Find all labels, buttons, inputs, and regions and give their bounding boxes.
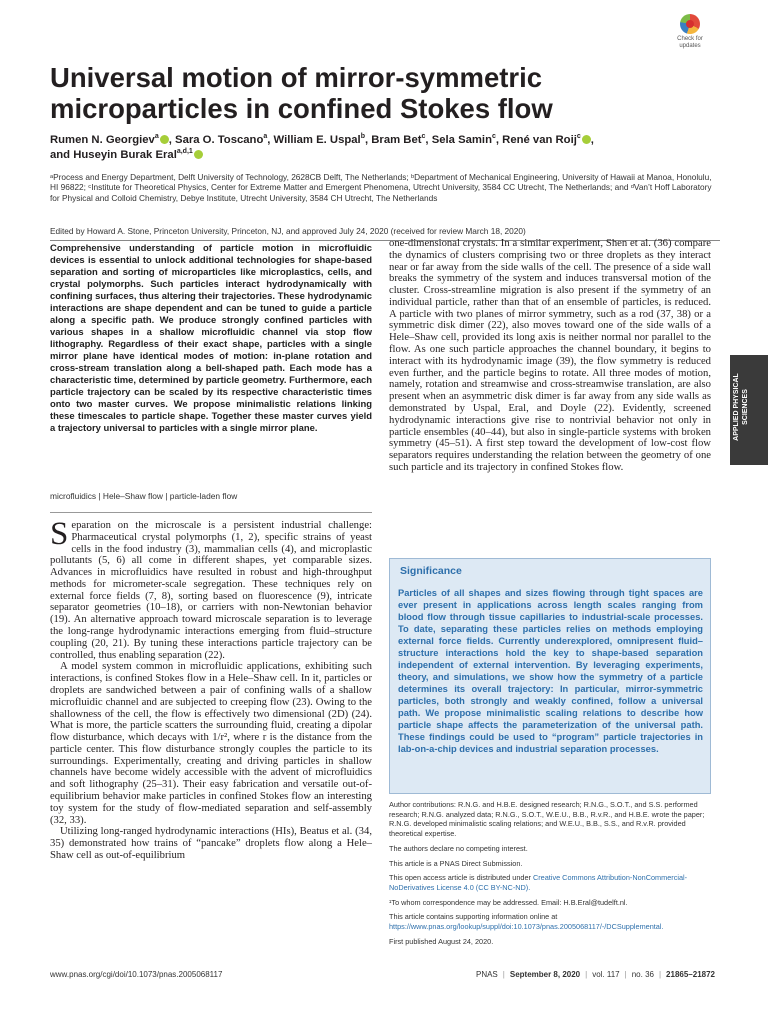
drop-cap: S: [50, 516, 69, 552]
published-date: First published August 24, 2020.: [389, 936, 494, 946]
si-text: This article contains supporting information online at: [389, 912, 558, 922]
separator: |: [585, 970, 588, 979]
paragraph: A model system common in microfluidic applications, exhibiting such interactions, is confined Stokes flow in a Hele–Shaw cell. In it, particles or droplets are sandwiched between a pair of confining walls of a shallow microfluidic channel and are subjected to creeping flow (23). Owing to the shallowness of the cell, the flow is effectively two dimensional (2D) (24). What is more, the particle scatters the surrounding fluid, creating a dipolar flow disturbance, which decays with 1/r², where r is the distance from the particle center. This flow disturbance strongly couples the particle to its surroundings. Experimentally, creating and driving particles in shallow channels have become widely accessible with the advent of microfluidics and soft lithography (25–31). Their easy fabrication and versatile out-of-equilibrium behavior make particles in confined Stokes flow an interesting toy system for the study of flow-mediated separation and self-assembly (32, 33).: [50, 661, 372, 826]
separator: |: [658, 970, 662, 979]
paragraph: one-dimensional crystals. In a similar experiment, Shen et al. (36) compare the dynamics of clusters comprising two or three droplets as they interact near or far away from the side walls of the cell. The presence of a side wall breaks the symmetry of the system and induces transversal motion of the cluster. Cross-streamline migration is also present if the symmetry of an individual particle, rather than that of an ensemble of particles, is reduced. A particle with two planes of mirror symmetry, such as a rod (37, 38) or a symmetric disk dimer (22), also moves toward one of the side walls of a Hele–Shaw cell, provided its long axis is neither normal nor parallel to the flow. As one such particle approaches the channel boundary, it begins to interact with its hydrodynamic image (39), the flow symmetry is reduced even further, and the particle begins to rotate. All three modes of motion, namely, rotation and streamwise and cross-streamwise translation, are also present when an asymmetric disk dimer is far away from any side walls as demonstrated by Uspal, Eral, and Doyle (22). Evidently, screened hydrodynamic interactions give rise to nontrivial behavior not only in particle ensembles (40–44), but also in single-particle systems with broken symmetry (45–51). A first step toward the development of low-cost flow separators requires understanding the relation between the geometry of one such particle and its trajectory in confined Stokes flow.: [389, 238, 711, 473]
orcid-icon[interactable]: [582, 135, 591, 144]
check-for-updates-badge[interactable]: [668, 14, 712, 54]
article-title: Universal motion of mirror-symmetric microparticles in confined Stokes flow: [50, 62, 553, 124]
author-sup: c: [576, 133, 581, 141]
volume: vol. 117: [592, 970, 620, 979]
separator: |: [502, 970, 505, 979]
author-sup: b: [360, 133, 365, 141]
orcid-icon[interactable]: [194, 150, 203, 159]
license-note: [389, 873, 719, 892]
issue-number: no. 36: [631, 970, 654, 979]
paragraph: Utilizing long-ranged hydrodynamic interactions (HIs), Beatus et al. (34, 35) demonstrated how trains of “pancake” droplets flow along a Hele–Shaw cell as out-of-equilibrium: [50, 826, 372, 861]
license-text: This open access article is distributed under: [389, 873, 533, 883]
affiliations: ᵃProcess and Energy Department, Delft University of Technology, 2628CB Delft, The Netherlands; ᵇDepartment of Mechanical Engineering, University of Hawaii at Manoa, Honolulu, HI 96822; ᶜInstitute for Theoretical Physics, Center for Extreme Matter and Emergent Phenomena, Utrecht University, 3584 CC Utrecht, The Netherlands; and ᵈVan’t Hoff Laboratory for Physical and Colloid Chemistry, Debye Institute, Utrecht University, 3584 CH Utrecht, The Netherlands: [50, 172, 712, 203]
correspondence: ¹To whom correspondence may be addressed. Email: H.B.Eral@tudelft.nl.: [389, 897, 628, 907]
body-column-left: [50, 516, 372, 862]
author-list: Rumen N. Georgiev$^a$ , Sara O. Toscano$^a$, William E. Uspal$^b$, Bram Bet$^c$, Sela Samin$^c$, René van Roij$^c$ , and Huseyin Burak Eral$^{a,d,1}$: [50, 133, 594, 161]
side-tab-label: APPLIED PHYSICAL SCIENCES: [733, 373, 749, 441]
footer-doi[interactable]: www.pnas.org/cgi/doi/10.1073/pnas.2005068117: [50, 970, 223, 979]
body-column-right: [389, 238, 711, 474]
paragraph-text: eparation on the microscale is a persistent industrial challenge: Pharmaceutical crystal polymorphs (1, 2), specific strains of yeast cells in the food industry (3), mammalian cells (4), and microplastic pollutants (5, 6) all come in different shapes, yet comparable sizes. Advances in microfluidics have resulted in robust and high-throughput methods for micrometer-scale segregation. These techniques rely on external force fields (7, 8), sorting based on fluorescence (9), intricate separator geometries (10–18), or carriers with non-Newtonian behavior (19). An alternative approach toward microscale separation is to leverage the long-range hydrodynamic interactions emerging from fluid–structure coupling (20, 21). By tuning these interactions particle trajectory can be controlled, thus enabling separation (22).: [50, 520, 372, 661]
competing-interest: The authors declare no competing interest.: [389, 843, 528, 853]
journal-name: PNAS: [475, 970, 498, 979]
edited-by: Edited by Howard A. Stone, Princeton University, Princeton, NJ, and approved July 24, 2020 (received for review March 18, 2020): [50, 226, 526, 236]
supporting-info: [389, 912, 719, 931]
significance-title: Significance: [400, 565, 462, 577]
author-contributions: Author contributions: R.N.G. and H.B.E. designed research; R.N.G., S.O.T., and S.S. performed research; R.N.G. analyzed data; R.N.G., S.O.T., W.E.U., B.B., R.v.R., and H.B.E. wrote the paper; R.N.G. developed minimalistic scaling relations; and W.E.U., B.B., S.S., and R.v.R. provided theoretical expertise.: [389, 800, 705, 839]
article-notes: [389, 800, 719, 951]
author-name[interactable]: René van Roij: [502, 134, 577, 146]
check-updates-label: Check for updates: [677, 36, 703, 49]
license-link[interactable]: Creative Commons Attribution-NonCommercial-NoDerivatives License 4.0 (CC BY-NC-ND).: [389, 873, 688, 892]
author-name[interactable]: Huseyin Burak Eral: [73, 149, 177, 161]
significance-text: Particles of all shapes and sizes flowing through tight spaces are ever present in applications across length scales ranging from blood flow through tissue capillaries to industrial-scale processes. To date, separating these particles relies on methods employing external force fields. Currently underexplored, omnipresent fluid–structure interactions hold the key to shape-based separation independent of external intervention. By leveraging experiments, theory, and simulations, we show how the symmetry of a particle determines its overall trajectory: In particular, mirror-symmetric particles, both strongly and weakly confined, follow a universal path. We propose minimalistic scaling relations to describe how particle shape affects the parameterization of the universal path. These findings could be used to “program” particle trajectories in lab-on-a-chip devices and industrial separation processes.: [398, 588, 703, 755]
author-sup: a: [263, 133, 268, 141]
author-name[interactable]: Bram Bet: [371, 134, 422, 146]
author-name[interactable]: Rumen N. Georgiev: [50, 134, 155, 146]
page-range: 21865–21872: [666, 970, 715, 979]
separator: |: [624, 970, 627, 979]
keywords: microfluidics | Hele–Shaw flow | particle-laden flow: [50, 491, 238, 501]
paragraph: [50, 516, 372, 661]
footer-citation: [476, 970, 715, 979]
direct-submission: This article is a PNAS Direct Submission.: [389, 858, 523, 868]
author-name[interactable]: Sara O. Toscano: [175, 134, 264, 146]
check-updates-icon: [680, 14, 700, 34]
section-side-tab: [730, 355, 768, 465]
author-sup: a: [154, 133, 159, 141]
significance-box: [389, 558, 711, 794]
author-name[interactable]: Sela Samin: [431, 134, 492, 146]
orcid-icon[interactable]: [160, 135, 169, 144]
issue-date: September 8, 2020: [509, 970, 581, 979]
si-link[interactable]: https://www.pnas.org/lookup/suppl/doi:10.1073/pnas.2005068117/-/DCSupplemental.: [389, 922, 664, 932]
author-sup: c: [421, 133, 426, 141]
author-name[interactable]: William E. Uspal: [273, 134, 361, 146]
divider: [50, 512, 372, 513]
author-sup: c: [491, 133, 496, 141]
abstract: Comprehensive understanding of particle motion in microfluidic devices is essential to unlock additional technologies for shape-based separation and sorting of microparticles like microplastics, cells, and crystal polymorphs. Such particles interact hydrodynamically with confining surfaces, thus altering their trajectories. These hydrodynamic interactions are shape dependent and can be tuned to guide a particle along a specific path. We produce strongly confined particles with various shapes in a shallow microfluidic channel via stop flow lithography. Regardless of their exact shape, particles with a single mirror plane have identical modes of motion: in-plane rotation and cross-stream translation along a bell-shaped path. Each mode has a characteristic time, determined by particle geometry. Furthermore, each particle trajectory can be scaled by its respective characteristic times onto two master curves. We propose minimalistic relations linking these timescales to particle shape. Together these master curves yield a trajectory universal to particles with a single mirror plane.: [50, 243, 373, 435]
author-sup: a,d,1: [176, 148, 193, 156]
